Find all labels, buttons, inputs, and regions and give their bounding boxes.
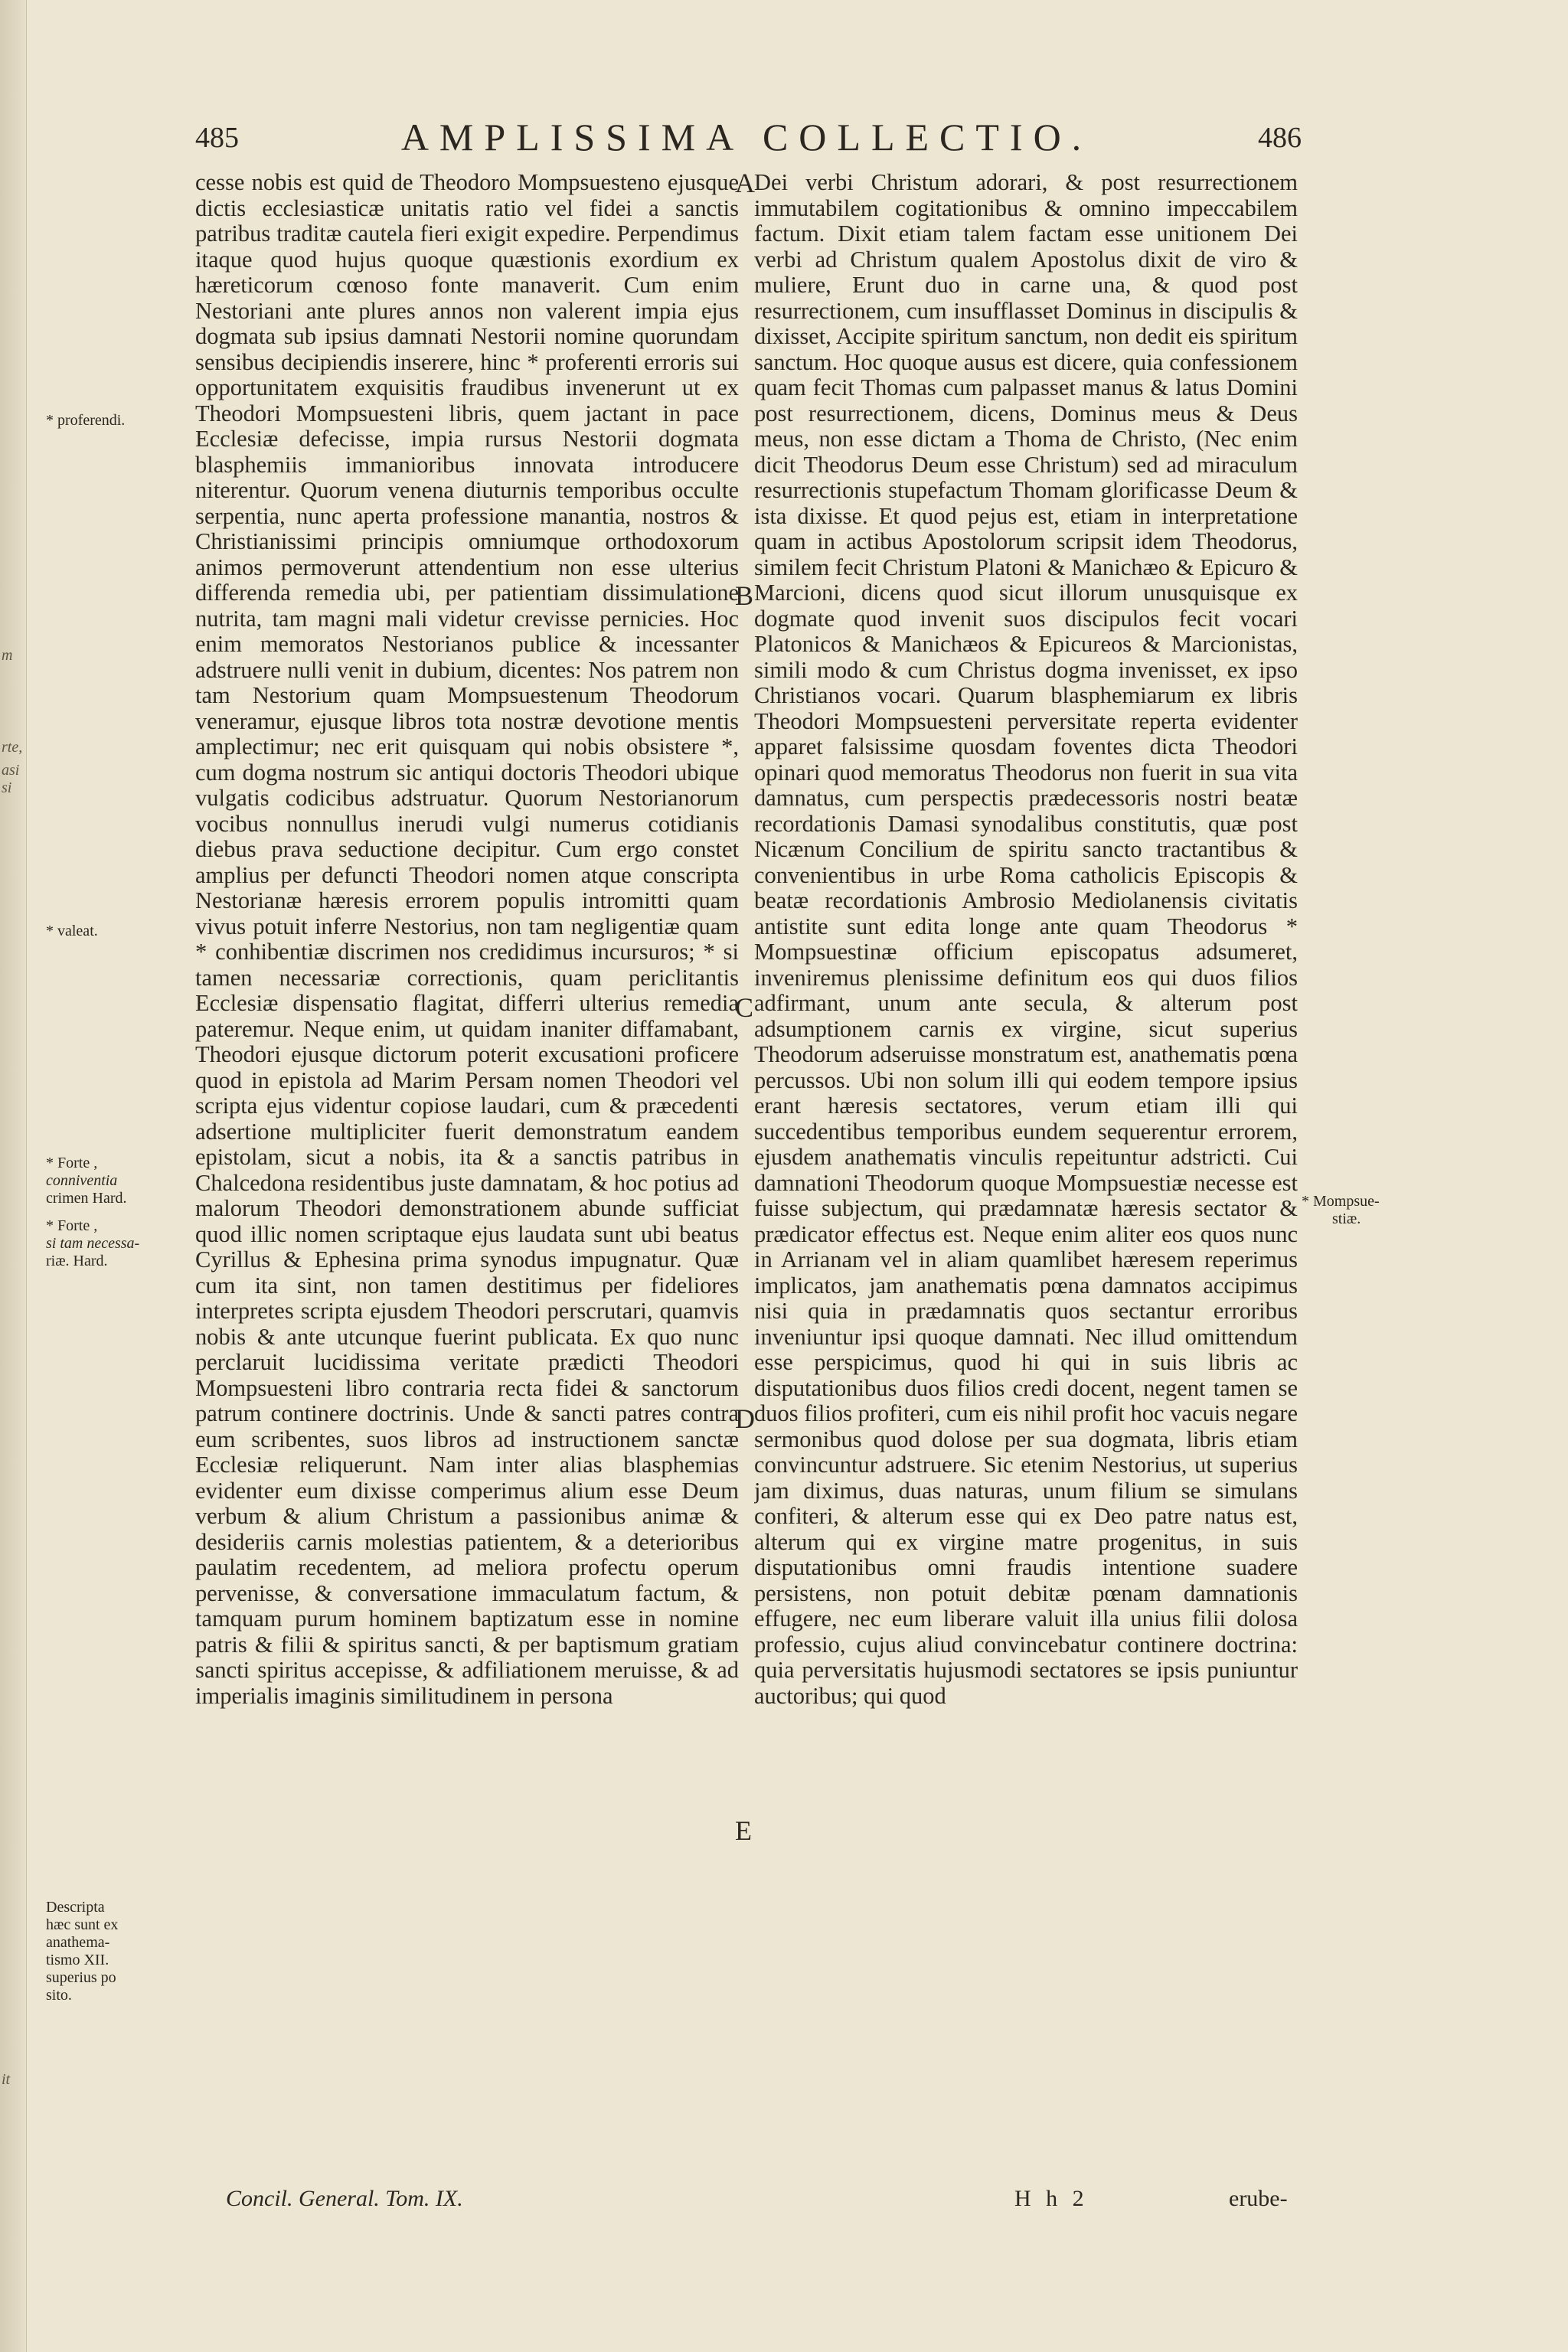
margin-note-valeat: * valeat. [46,923,98,939]
bleed-mark: m [2,647,13,664]
series-title: Concil. General. Tom. IX. [226,2186,463,2211]
left-column [195,170,739,2184]
section-letter-e: E [735,1815,752,1846]
catchword: erube- [1229,2186,1288,2211]
section-letter-c: C [735,992,754,1023]
section-letter-d: D [735,1403,755,1434]
signature-mark: H h 2 [1014,2186,1089,2211]
margin-note-mompsuestiae: * Mompsue- stiæ. [1302,1193,1380,1227]
margin-note-connivenctia: * Forte , conniventia crimen Hard. [46,1155,127,1207]
previous-page-edge [0,0,27,2352]
page-number-right: 486 [1258,122,1302,154]
bleed-mark: it [2,2071,11,2088]
bleed-mark: asi si [2,762,20,796]
left-column-text: cesse nobis est quid de Theodoro Mompsuesteno ejusque dictis ecclesiasticæ unitatis ratio vel fidei a sanctis patribus traditæ cautela fieri exigit expedire. Perpendimus itaque quod hujus quoque quæstionis exordium ex hæreticorum cœnoso fonte manaverit. Cum enim Nestoriani ante plures annos non valerent impia ejus dogmata sub ipsius damnati Nestorii nomine quorundam sensibus decipiendis inserere, hinc * proferenti erroris sui opportunitatem exquisitis fraudibus invenerunt ut ex Theodori Mompsuesteni libris, quem jactant in pace Ecclesiæ defecisse, impia rursus Nestorii dogmata blasphemiis immanioribus innovata introducere niterentur. Quorum venena diuturnis temporibus occulte serpentia, nunc aperta professione manantia, nostros & Christianissimi principis omniumque orthodoxorum animos permoverunt attendentium non esse ulterius differenda remedia ubi, per patientiam dissimulatione nutrita, tam magni mali videtur crevisse pernicies. Hoc enim memoratos Nestorianos publice & incessanter adstruere nulli venit in dubium, dicentes: Nos patrem non tam Nestorium quam Mompsuestenum Theodorum veneramur, ejusque libros tota nostræ devotione mentis amplectimur; nec erit quisquam qui nobis obsistere *, cum dogma nostrum sic antiqui doctoris Theodori ubique vulgatis codicibus adstruatur. Quorum Nestorianorum vocibus nonnullus inerudi vulgi numerus cotidianis diebus prava seductione decipitur. Cum ergo constet amplius per defuncti Theodori nomen atque conscripta Nestorianæ hæresis errorem populis intromitti quam vivus potuit inferre Nestorius, non tam negligentiæ quam * conhibentiæ discrimen nos credidimus incursuros; * si tamen necessariæ correctionis, quam periclitantis Ecclesiæ dispensatio flagitat, differri ulterius remedia pateremur. Neque enim, ut quidam inaniter diffamabant, Theodori ejusque dictorum poterit excusationi proficere quod in epistola ad Marim Persam nomen Theodori vel scripta ejus videntur copiose laudari, cum & præcedenti adsertione multipliciter fuerit demonstratum eandem epistolam, sicut a nobis, ita & a sanctis patribus in Chalcedona residentibus juste damnatam, & hoc potius ad malorum Theodori demonstrationem abunde sufficiat quod illic nomen scriptaque ejus laudata sunt ubi beatus Cyrillus & Ephesina prima synodus impugnatur. Quæ cum ita sint, non tamen destitimus per fideliores interpretes scripta ejusdem Theodori perscrutari, quamvis nobis & ante utcunque fuerint publicata. Ex quo nunc perclaruit lucidissima veritate prædicti Theodori Mompsuesteni libro contraria recta fidei & sanctorum patrum continere doctrinis. Unde & sancti patres contra eum scribentes, suos libros ad instructionem sanctæ Ecclesiæ reliquerunt. Nam inter alias blasphemias evidenter eum dixisse comperimus alium esse Deum verbum & alium Christum a passionibus animæ & desideriis carnis molestias patientem, & a deterioribus paulatim recedentem, ad meliora profectu operum pervenisse, & conversatione immaculatum factum, & tamquam purum hominem baptizatum esse in nomine patris & filii & spiritus sancti, & per baptismum gratiam sancti spiritus accepisse, & adfiliationem meruisse, & ad imperialis imaginis similitudinem in persona [195,170,739,1709]
right-column-text: Dei verbi Christum adorari, & post resurrectionem immutabilem cogitationibus & omnino impeccabilem factum. Dixit etiam talem factam esse unitionem Dei verbi ad Christum qualem Apostolus dixit de viro & muliere, Erunt duo in carne una, & quod post resurrectionem, cum insufflasset Dominus in discipulis & dixisset, Accipite spiritum sanctum, non dedit eis spiritum sanctum. Hoc quoque ausus est dicere, quia confessionem quam fecit Thomas cum palpasset manus & latus Domini post resurrectionem, dicens, Dominus meus & Deus meus, non esse dictam a Thoma de Christo, (Nec enim dicit Theodorus Deum esse Christum) sed ad miraculum resurrectionis stupefactum Thomam glorificasse Deum & ista dixisse. Et quod pejus est, etiam in interpretatione quam in actibus Apostolorum scripsit idem Theodorus, similem fecit Christum Platoni & Manichæo & Epicuro & Marcioni, dicens quod sicut illorum unusquisque ex dogmate quod invenit suos discipulos fecit vocari Platonicos & Manichæos & Epicureos & Marcionistas, simili modo & cum Christus dogma invenisset, ex ipso Christianos vocari. Quarum blasphemiarum ex libris Theodori Mompsuesteni perversitate reperta evidenter apparet falsissime quosdam foventes dicta Theodori opinari quod memoratus Theodorus non fuerit in sua vita damnatus, cum perspectis prædecessoris nostri beatæ recordationis Damasi synodalibus constitutis, quæ post Nicænum Concilium de spiritu sancto tractantibus & convenientibus in urbe Roma catholicis Episcopis & beatæ recordationis Ambrosio Mediolanensis civitatis antistite sunt edita longe ante quam Theodorus * Mompsuestinæ officium episcopatus adsumeret, inveniremus plenissime definitum eos qui duos filios adfirmant, unum ante secula, & alterum post adsumptionem carnis ex virgine, sicut superius Theodorum adseruisse monstratum est, anathematis pœna percussos. Ubi non solum illi qui eodem tempore ipsius erant hæresis sectatores, verum etiam illi qui succedentibus temporibus eundem sequerentur errorem, ejusdem anathematis vinculis repeituntur adstricti. Cui damnationi Theodorum quoque Mompsuestiæ necesse est fuisse subjectum, qui prædamnatæ hæresis sectator & prædicator effectus est. Neque enim aliter eos quos nunc in Arrianam vel in aliam quamlibet hæresem reperimus implicatos, jam anathematis pœna damnatos accipimus nisi quia in prædamnatis quos sectantur erroribus inveniuntur ipsi quoque damnati. Nec illud omittendum esse perspicimus, quod hi qui in suis libris ac disputationibus duos filios credi docent, negent tamen se duos filios profiteri, cum eis nihil profit hoc vacuis negare sermonibus quod dolose per sua dogmata, libris etiam convincuntur adstruere. Sic etenim Nestorius, ut superius jam diximus, duas naturas, unum filium se simulans confiteri, & alterum esse qui ex Deo patre natus est, alterum qui ex virgine matre progenitus, in suis disputationibus omni fraudis intentione suadere persistens, non potuit debitæ pœnam damnationis effugere, nec eum liberare valuit illa unius filii dolosa professio, cujus aliud convincebatur continere doctrina: quia perversitatis hujusmodi sectatores se ipsis puniuntur auctoribus; qui quod [754,170,1298,1709]
bleed-mark: rte, [2,739,23,756]
margin-note-necessariae: * Forte , si tam necessa- riæ. Hard. [46,1217,140,1269]
page-number-left: 485 [195,122,239,154]
right-column [754,170,1298,2184]
margin-note-proferendi: * proferendi. [46,412,126,429]
section-letter-a: A [735,168,755,198]
page-footer [226,2186,1298,2216]
running-title: AMPLISSIMA COLLECTIO. [400,116,1093,158]
section-letter-b: B [735,580,754,611]
margin-note-descripta: Descripta hæc sunt ex anathema- tismo XII. superius po sito. [46,1899,119,2004]
